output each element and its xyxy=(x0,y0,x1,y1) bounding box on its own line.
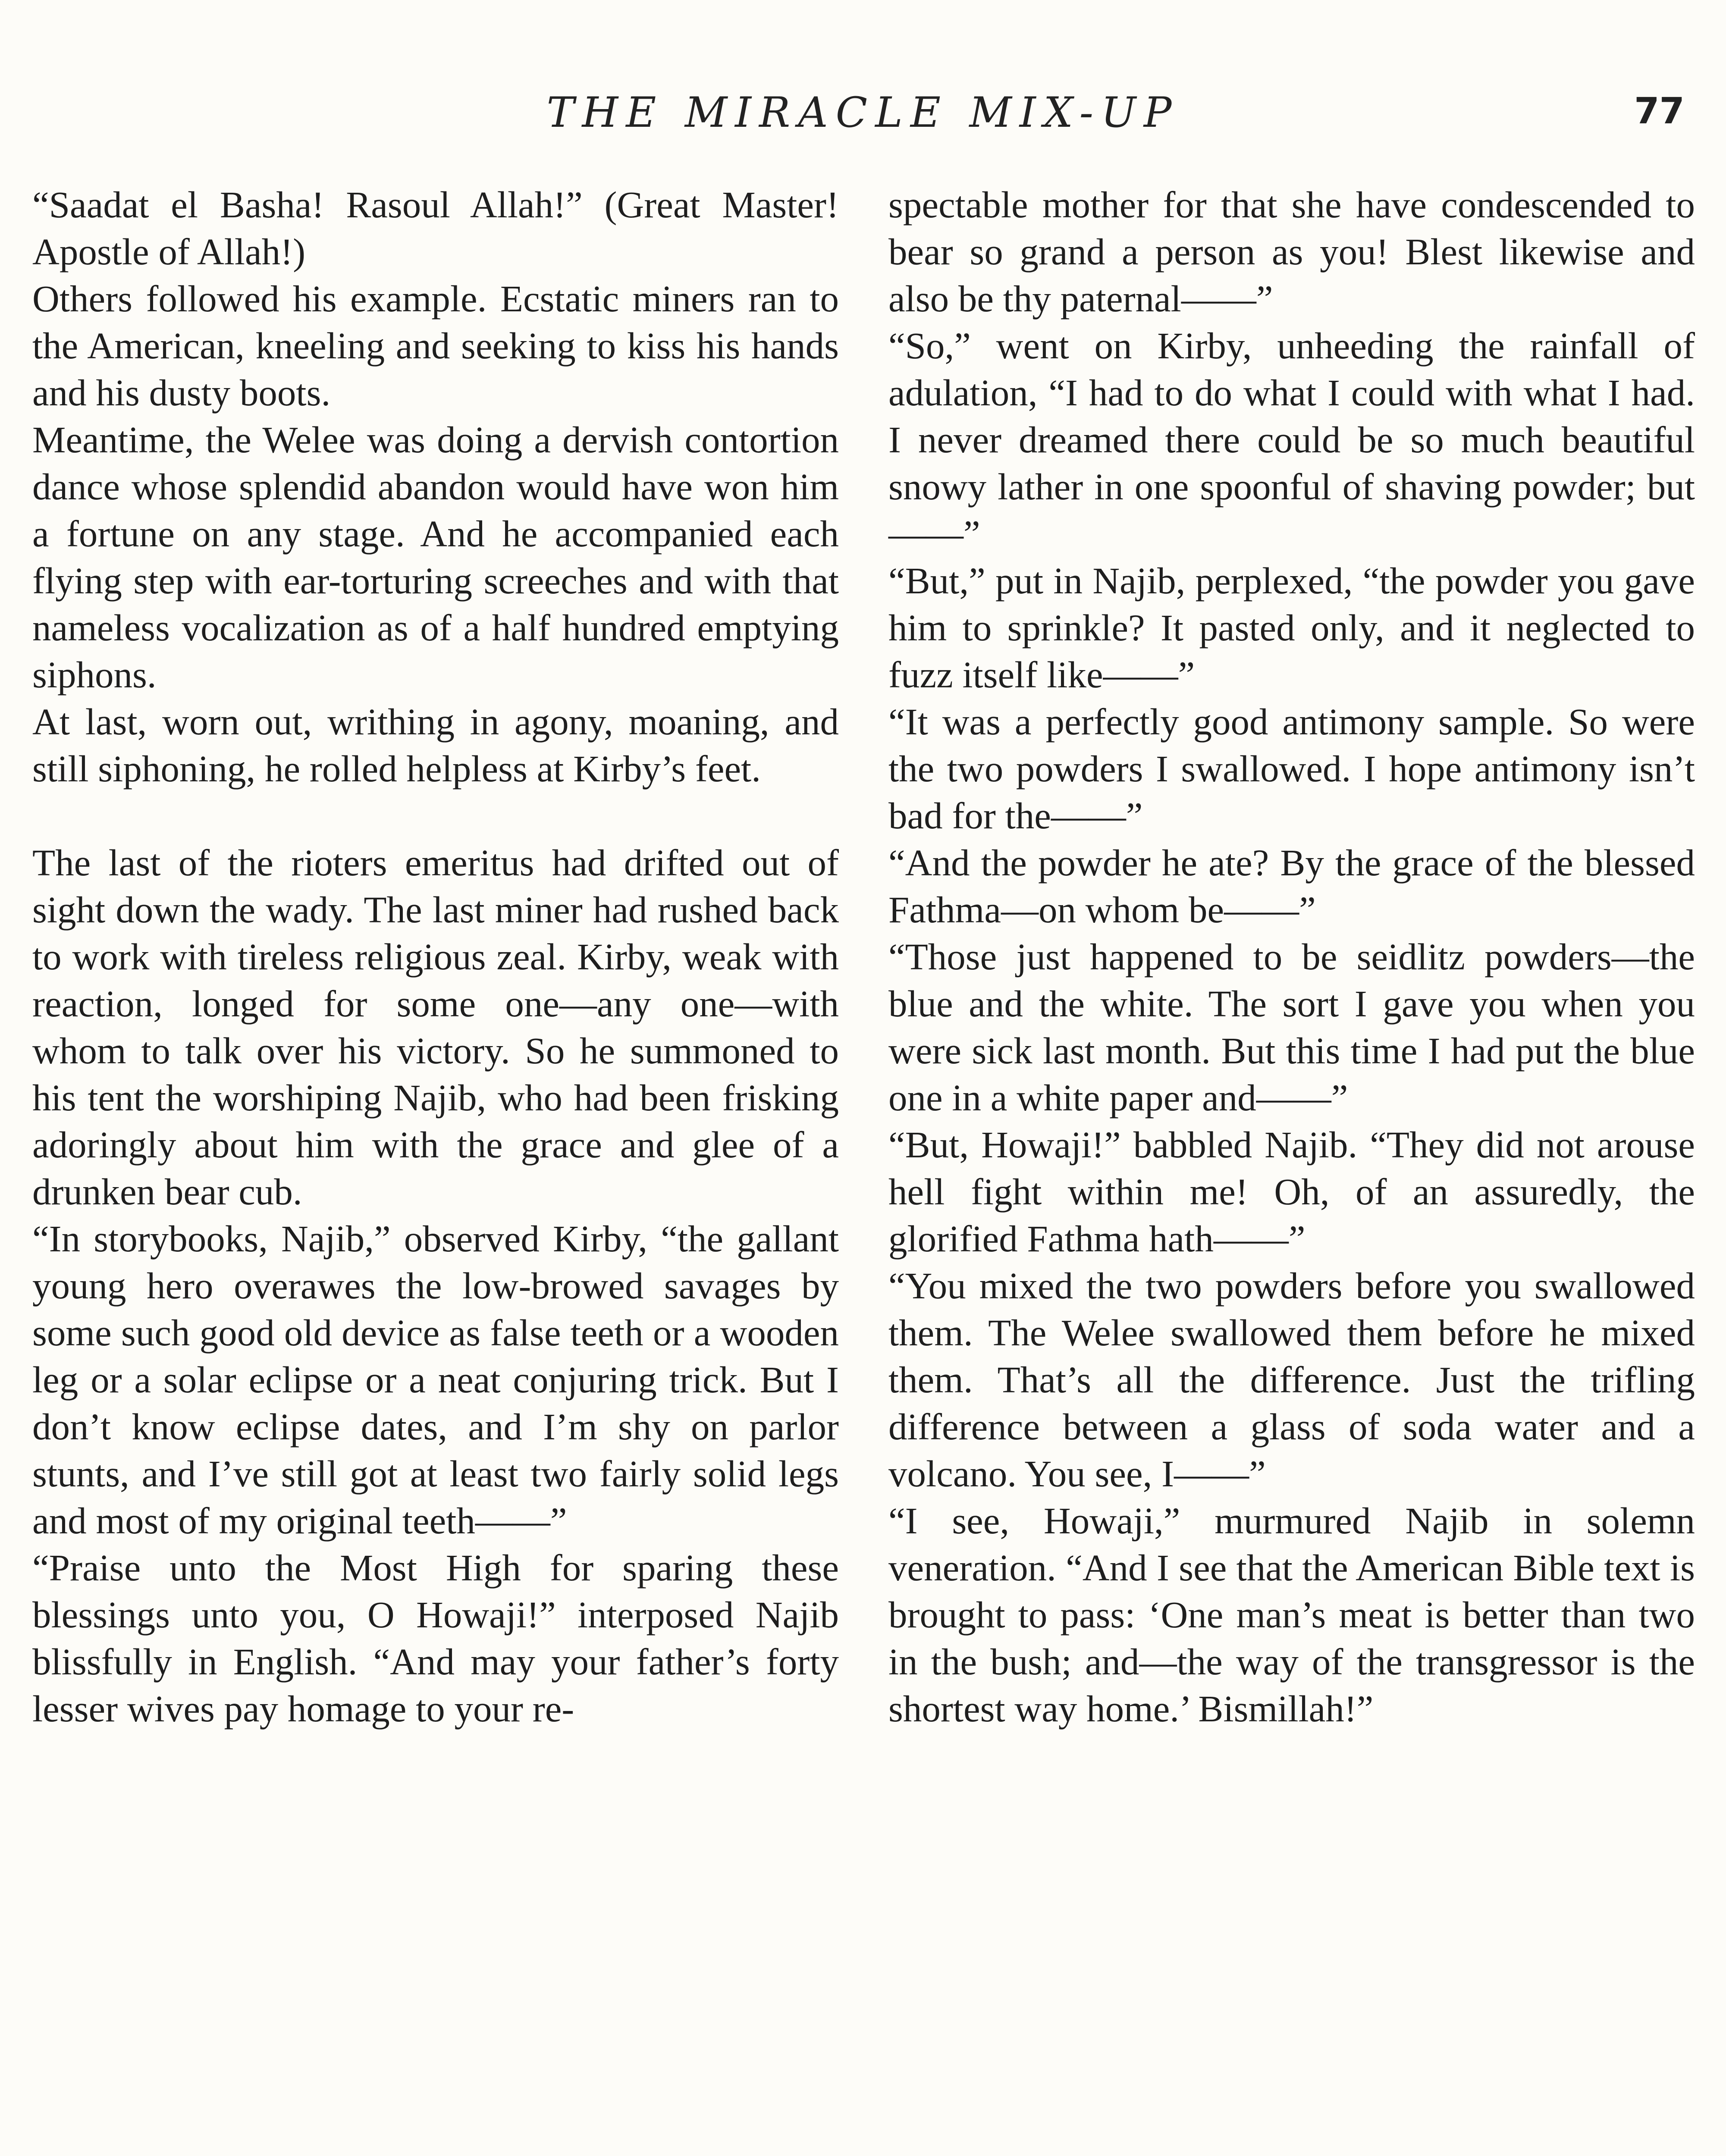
paragraph: “But, Howaji!” babbled Najib. “They did not arouse hell fight within me! Oh, of an assuredly, the glorified Fathma hath——” xyxy=(888,1124,1695,1260)
paragraph: Meantime, the Welee was doing a dervish contortion dance whose splendid abandon would have won him a fortune on any stage. And he accompanied each flying step with ear-torturing screeches and with that nameless vocalization as of a half hundred emptying siphons. xyxy=(32,419,839,696)
running-title: THE MIRACLE MIX-UP xyxy=(546,88,1180,137)
right-column xyxy=(888,181,1695,1732)
paragraph: “And the powder he ate? By the grace of the blessed Fathma—on whom be——” xyxy=(888,842,1695,931)
paragraph: “Saadat el Basha! Rasoul Allah!” (Great Master! Apostle of Allah!) xyxy=(32,184,839,273)
paragraph: spectable mother for that she have condescended to bear so grand a person as you! Blest likewise and also be thy paternal——” xyxy=(888,184,1695,320)
page-number: 77 xyxy=(1634,90,1685,132)
paragraph: “Praise unto the Most High for sparing these blessings unto you, O Howaji!” interposed Najib blissfully in English. “And may your father’s forty lesser wives pay homage to your re- xyxy=(32,1547,839,1730)
left-column xyxy=(32,181,839,1732)
paragraph: “It was a perfectly good antimony sample. So were the two powders I swallowed. I hope antimony isn’t bad for the——” xyxy=(888,701,1695,837)
paragraph: “I see, Howaji,” murmured Najib in solemn veneration. “And I see that the American Bible text is brought to pass: ‘One man’s meat is better than two in the bush; and—the way of the transgressor is the shortest way home.’ Bismillah!” xyxy=(888,1500,1695,1730)
paragraph: “You mixed the two powders before you swallowed them. The Welee swallowed them before he mixed them. That’s all the difference. Just the trifling difference between a glass of soda water and a volcano. You see, I——” xyxy=(888,1265,1695,1495)
paragraph: “But,” put in Najib, perplexed, “the powder you gave him to sprinkle? It pasted only, and it neglected to fuzz itself like——” xyxy=(888,560,1695,696)
paragraph: The last of the rioters emeritus had drifted out of sight down the wady. The last miner had rushed back to work with tireless religious zeal. Kirby, weak with reaction, longed for some one—any one—with whom to talk over his victory. So he summoned to his tent the worshiping Najib, who had been frisking adoringly about him with the grace and glee of a drunken bear cub. xyxy=(32,842,839,1213)
paragraph: “In storybooks, Najib,” observed Kirby, “the gallant young hero overawes the low-browed savages by some such good old device as false teeth or a wooden leg or a solar eclipse or a neat conjuring trick. But I don’t know eclipse dates, and I’m shy on parlor stunts, and I’ve still got at least two fairly solid legs and most of my original teeth——” xyxy=(32,1218,839,1542)
paragraph: At last, worn out, writhing in agony, moaning, and still siphoning, he rolled helpless at Kirby’s feet. xyxy=(32,701,839,790)
paragraph: “So,” went on Kirby, unheeding the rainfall of adulation, “I had to do what I could with what I had. I never dreamed there could be so much beautiful snowy lather in one spoonful of shaving powder; but——” xyxy=(888,325,1695,555)
paragraph: Others followed his example. Ecstatic miners ran to the American, kneeling and seeking to kiss his hands and his dusty boots. xyxy=(32,278,839,414)
paragraph: “Those just happened to be seidlitz powders—the blue and the white. The sort I gave you when you were sick last month. But this time I had put the blue one in a white paper and——” xyxy=(888,936,1695,1119)
